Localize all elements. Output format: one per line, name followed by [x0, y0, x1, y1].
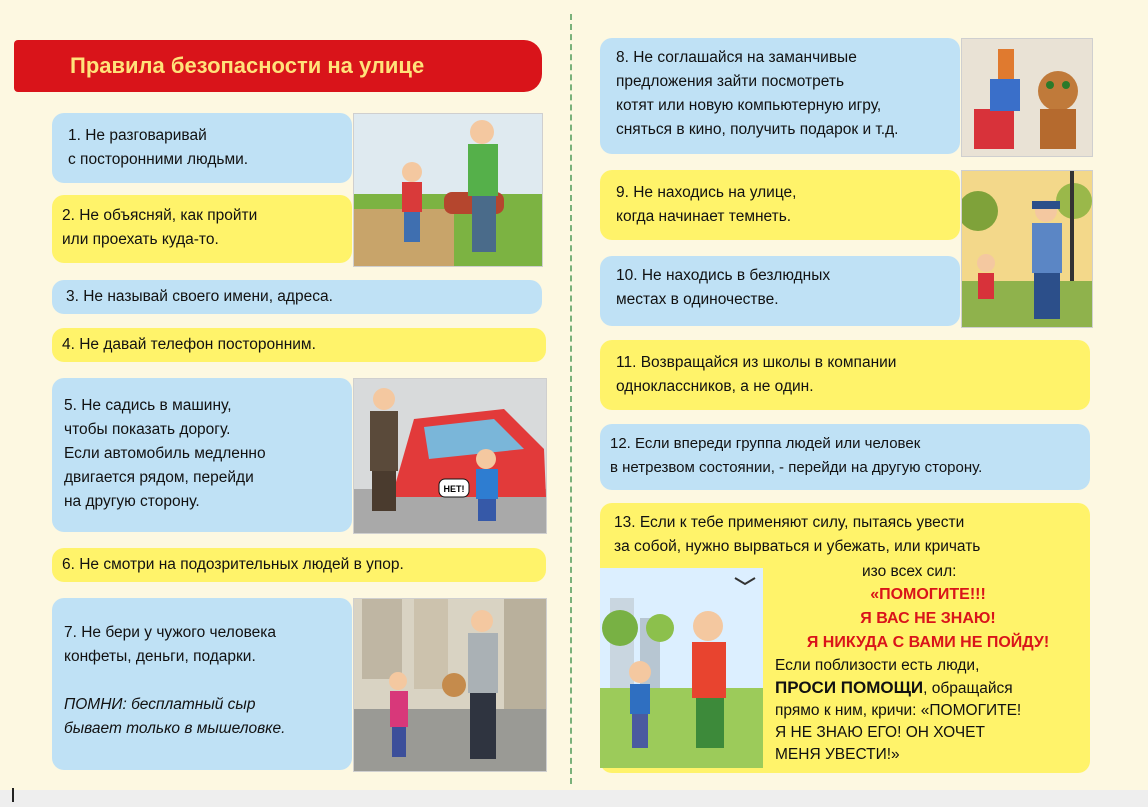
rule-10 — [600, 256, 960, 326]
rule-13-advice-line2-rest: , обращайся — [923, 680, 1013, 697]
rule-7 — [52, 598, 352, 770]
rule-13-advice-line2 — [775, 677, 1087, 700]
net-speech-label: НЕТ! — [443, 484, 465, 494]
rule-9-text: 9. Не находись на улице, когда начинает темнеть. — [616, 184, 797, 225]
rule-13-shout: «ПОМОГИТЕ!!! Я ВАС НЕ ЗНАЮ! Я НИКУДА С ВАМИ НЕ ПОЙДУ! — [806, 586, 1050, 651]
rule-2 — [52, 195, 352, 263]
rule-13-advice-line1: Если поблизости есть люди, — [775, 657, 980, 674]
rule-4-text: 4. Не давай телефон посторонним. — [62, 336, 316, 353]
rule-8-text: 8. Не соглашайся на заманчивые предложения зайти посмотреть котят или новую компьютерную игру, сняться в кино, получить подарок и т.д. — [616, 49, 899, 138]
rule-3-text: 3. Не называй своего имени, адреса. — [66, 288, 333, 305]
illustration-gifts — [961, 38, 1093, 157]
stranger-talk-image — [354, 114, 542, 266]
rule-6-text: 6. Не смотри на подозрительных людей в упор. — [62, 556, 404, 573]
text-cursor — [12, 788, 14, 802]
rule-8 — [600, 38, 960, 154]
rule-10-text: 10. Не находись в безлюдных местах в одиночестве. — [616, 267, 831, 308]
center-divider — [570, 14, 572, 784]
rule-12 — [600, 424, 1090, 490]
illustration-candy — [353, 598, 547, 772]
illustration-policeman — [961, 170, 1093, 328]
illustration-car — [353, 378, 547, 534]
car-image — [354, 379, 546, 533]
rule-6 — [52, 548, 546, 582]
page-title: Правила безопасности на улице — [14, 40, 542, 92]
rule-7-note: ПОМНИ: бесплатный сыр бывает только в мышеловке. — [64, 696, 286, 737]
rule-1-text: 1. Не разговаривай с посторонними людьми. — [68, 127, 249, 168]
rule-3 — [52, 280, 542, 314]
rule-11 — [600, 340, 1090, 410]
rule-9 — [600, 170, 960, 240]
rule-11-text: 11. Возвращайся из школы в компании одноклассников, а не один. — [616, 354, 897, 395]
gifts-image — [962, 39, 1092, 156]
rule-5-text: 5. Не садись в машину, чтобы показать дорогу. Если автомобиль медленно двигается рядом, перейди на другую сторону. — [64, 397, 266, 510]
rule-1 — [52, 113, 352, 183]
rule-13-advice-line3: прямо к ним, кричи: «ПОМОГИТЕ! Я НЕ ЗНАЮ ЕГО! ОН ХОЧЕТ МЕНЯ УВЕСТИ!» — [775, 702, 1022, 763]
rule-13-advice — [775, 655, 1087, 766]
rule-7-text: 7. Не бери у чужого человека конфеты, деньги, подарки. — [64, 624, 276, 665]
illustration-escape — [600, 568, 763, 768]
illustration-stranger-talk — [353, 113, 543, 267]
candy-image — [354, 599, 546, 771]
rule-4 — [52, 328, 546, 362]
ask-for-help-emphasis: ПРОСИ ПОМОЩИ — [775, 678, 924, 697]
rule-13-tail: изо всех сил: — [862, 563, 957, 580]
rule-5 — [52, 378, 352, 532]
rule-2-text: 2. Не объясняй, как пройти или проехать куда-то. — [62, 207, 258, 248]
policeman-image — [962, 171, 1092, 327]
escape-image — [600, 568, 763, 768]
rule-12-text: 12. Если впереди группа людей или человек в нетрезвом состоянии, - перейди на другую сторону. — [610, 435, 983, 476]
rule-13-text: 13. Если к тебе применяют силу, пытаясь увести за собой, нужно вырваться и убежать, или кричать — [614, 514, 981, 555]
